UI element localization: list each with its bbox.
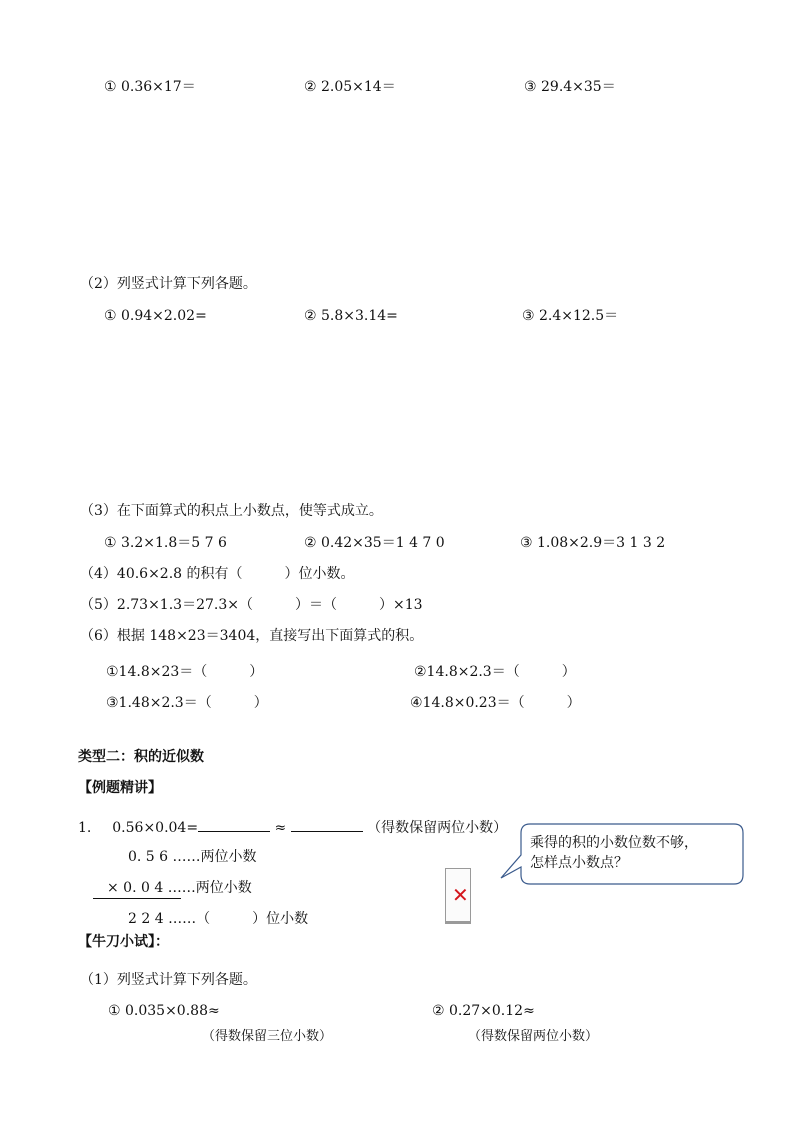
vertical-line-1: 0. 5 6 ……两位小数 [128, 849, 257, 865]
q6-item-1: ①14.8×23＝（ ） [106, 664, 264, 680]
q6-title: （6）根据 148×23＝3404，直接写出下面算式的积。 [80, 628, 424, 644]
approx-sign: ≈ [274, 820, 287, 836]
practice-label: 【牛刀小试】： [78, 934, 169, 950]
broken-image [445, 868, 471, 924]
answer-blank-2[interactable] [291, 817, 363, 832]
example-number: 1. [78, 820, 92, 836]
vertical-rule [93, 898, 181, 899]
q5: （5）2.73×1.3＝27.3×（ ）＝（ ）×13 [80, 597, 423, 613]
q6-item-4: ④14.8×0.23＝（ ） [410, 695, 581, 711]
q3-title: （3）在下面算式的积点上小数点，使等式成立。 [80, 503, 383, 519]
q3-item-1: ① 3.2×1.8＝5 7 6 [104, 535, 227, 551]
example-note: （得数保留两位小数） [367, 820, 508, 836]
practice-q1-title: （1）列竖式计算下列各题。 [80, 972, 257, 988]
q6-item-3: ③1.48×2.3＝（ ） [106, 695, 268, 711]
q2-item-3: ③ 2.4×12.5＝ [522, 308, 619, 324]
q2-title: （2）列竖式计算下列各题。 [80, 276, 257, 292]
q6-item-2: ②14.8×2.3＝（ ） [414, 664, 576, 680]
practice-note-2: （得数保留两位小数） [468, 1029, 599, 1044]
x-icon: ✕ [452, 883, 469, 907]
q4: （4）40.6×2.8 的积有（ ）位小数。 [80, 566, 355, 582]
practice-item-1: ① 0.035×0.88≈ [108, 1003, 220, 1019]
bubble-line-2: 怎样点小数点？ [530, 855, 628, 871]
q2-item-1: ① 0.94×2.02= [104, 308, 207, 324]
q2-item-2: ② 5.8×3.14= [304, 308, 398, 324]
speech-bubble-text [530, 833, 698, 873]
vertical-line-3: 2 2 4 ……（ ）位小数 [128, 911, 309, 927]
example-expression: 0.56×0.04= [112, 820, 199, 836]
practice-item-2: ② 0.27×0.12≈ [432, 1003, 535, 1019]
problem-1-3: ③ 29.4×35＝ [524, 79, 616, 95]
q3-item-3: ③ 1.08×2.9＝3 1 3 2 [520, 535, 666, 551]
practice-note-1: （得数保留三位小数） [202, 1029, 333, 1044]
q3-item-2: ② 0.42×35＝1 4 7 0 [304, 535, 445, 551]
example-label: 【例题精讲】 [78, 780, 162, 796]
bubble-line-1: 乘得的积的小数位数不够， [530, 835, 698, 851]
vertical-line-2: × 0. 0 4 ……两位小数 [107, 880, 252, 896]
problem-1-1: ① 0.36×17＝ [104, 79, 196, 95]
section-heading: 类型二：积的近似数 [78, 749, 204, 765]
example-line [78, 817, 507, 837]
problem-1-2: ② 2.05×14＝ [304, 79, 396, 95]
answer-blank-1[interactable] [198, 817, 270, 832]
